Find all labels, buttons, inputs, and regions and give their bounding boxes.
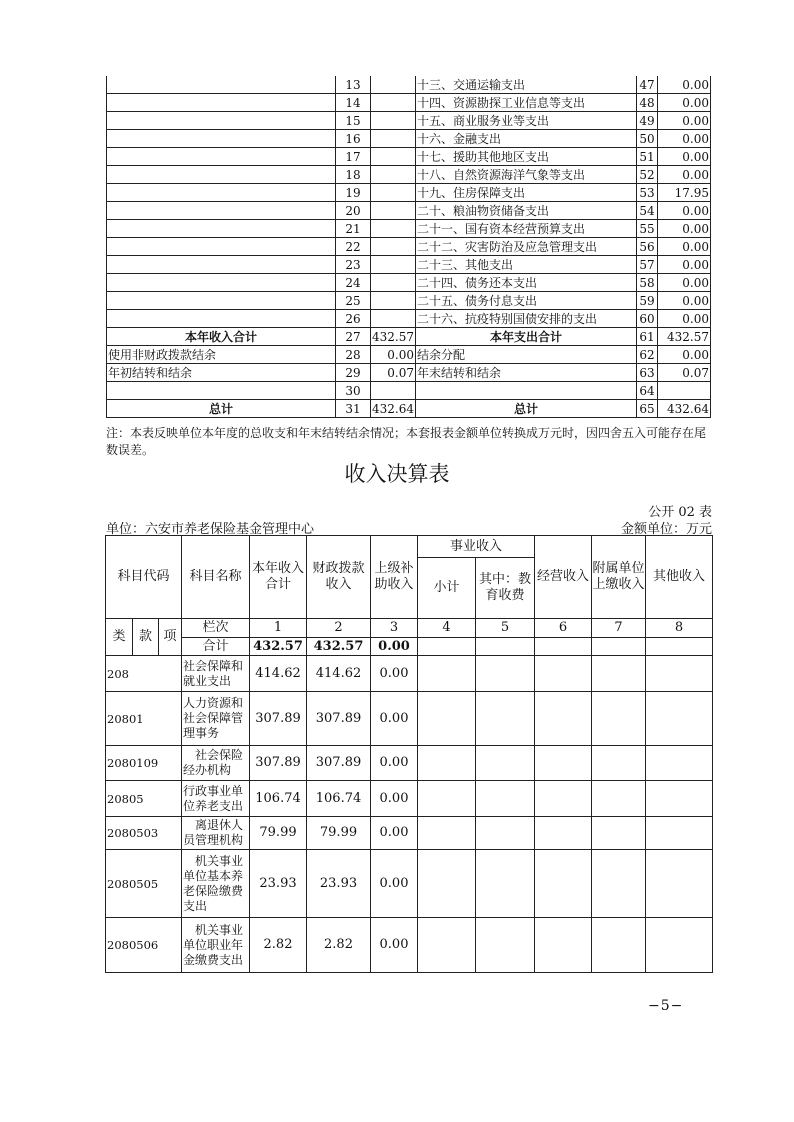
right-item-label: 二十五、债务付息支出 [416,292,637,310]
left-amount [371,382,416,400]
amount-cell [592,918,646,973]
left-line-number: 14 [336,94,371,112]
table-row [106,692,713,746]
right-amount: 0.00 [658,148,711,166]
page-title: 收入决算表 [344,462,450,486]
table-row [107,364,711,382]
header-code: 科目代码 [106,536,182,619]
left-line-number: 29 [336,364,371,382]
right-amount: 432.64 [658,400,711,418]
table-row [107,346,711,364]
left-amount [371,76,416,94]
amount-cell [535,817,592,850]
amount-cell [592,817,646,850]
sum-value [646,638,713,656]
left-amount [371,184,416,202]
amount-cell [646,817,713,850]
amount-cell: 0.00 [371,850,418,918]
table-row [107,238,711,256]
amount-cell [592,746,646,781]
amount-cell: 0.00 [371,817,418,850]
table-row [107,292,711,310]
subject-code: 2080505 [106,850,182,918]
amount-cell [535,692,592,746]
subject-name: 机关事业单位基本养老保险缴费支出 [182,850,250,918]
amount-cell [535,781,592,817]
sum-label: 合计 [182,638,250,656]
left-amount [371,112,416,130]
column-number: 8 [646,619,713,638]
left-amount: 432.57 [372,329,414,344]
left-item-label [107,310,336,328]
amount-cell [592,656,646,692]
amount-cell: 414.62 [250,656,307,692]
table-row [106,746,713,781]
left-item-label [107,166,336,184]
amount-cell: 23.93 [250,850,307,918]
amount-cell [646,656,713,692]
amount-cell [646,692,713,746]
left-line-number: 23 [336,256,371,274]
table-row [106,817,713,850]
amount-cell [535,850,592,918]
right-item-label: 二十六、抗疫特别国债安排的支出 [416,310,637,328]
reporting-unit: 单位：六安市养老保险基金管理中心 [106,522,315,537]
amount-cell: 79.99 [307,817,371,850]
header-other: 其他收入 [646,536,713,619]
amount-cell [418,918,476,973]
left-item-label [107,130,336,148]
right-amount [658,382,711,400]
header-education: 其中：教育收费 [476,558,535,619]
left-line-number: 25 [336,292,371,310]
column-number: 5 [476,619,535,638]
left-amount [371,292,416,310]
table-row [107,274,711,292]
table-row [107,256,711,274]
sum-value: 0.00 [371,638,418,656]
right-item-label: 结余分配 [416,346,637,364]
table-row [107,310,711,328]
amount-cell [476,817,535,850]
right-item-label [416,382,637,400]
table-row [107,148,711,166]
right-line-number: 49 [637,112,658,130]
left-item-label: 本年收入合计 [107,328,336,346]
amount-cell [476,746,535,781]
left-amount [371,130,416,148]
subject-name: 行政事业单位养老支出 [182,781,250,817]
right-line-number: 51 [637,148,658,166]
left-line-number: 28 [336,346,371,364]
left-item-label [107,76,336,94]
amount-cell: 307.89 [250,692,307,746]
left-line-number: 26 [336,310,371,328]
right-line-number: 59 [637,292,658,310]
amount-cell [418,850,476,918]
left-amount [371,202,416,220]
right-line-number: 61 [637,328,658,346]
column-number: 2 [307,619,371,638]
left-line-number: 27 [336,328,371,346]
table-row [107,130,711,148]
right-item-label: 十六、金融支出 [416,130,637,148]
amount-cell: 307.89 [307,692,371,746]
left-amount [371,274,416,292]
left-amount [371,310,416,328]
header-affiliated: 附属单位上缴收入 [592,536,646,619]
right-amount: 0.00 [658,238,711,256]
sum-value [418,638,476,656]
right-item-label: 十七、援助其他地区支出 [416,148,637,166]
amount-cell [418,692,476,746]
table-row [107,76,711,94]
amount-cell: 2.82 [307,918,371,973]
header-kuan: 款 [133,619,159,656]
left-amount: 0.07 [371,364,416,382]
right-item-label: 二十二、灾害防治及应急管理支出 [416,238,637,256]
right-line-number: 60 [637,310,658,328]
sum-value: 432.57 [250,638,307,656]
amount-cell: 106.74 [250,781,307,817]
header-lei: 类 [106,619,133,656]
amount-cell: 106.74 [307,781,371,817]
table-row [107,220,711,238]
subject-code: 2080109 [106,746,182,781]
table-note: 注：本表反映单位本年度的总收支和年末结转结余情况；本套报表金额单位转换成万元时，因四舍五入可能存在尾数误差。 [106,426,707,457]
subject-code: 20801 [106,692,182,746]
amount-cell [535,918,592,973]
left-line-number: 24 [336,274,371,292]
right-item-label: 十九、住房保障支出 [416,184,637,202]
left-amount [371,256,416,274]
left-line-number: 21 [336,220,371,238]
left-line-number: 31 [336,400,371,418]
left-line-number: 20 [336,202,371,220]
amount-cell [418,781,476,817]
amount-cell [646,746,713,781]
left-line-number: 15 [336,112,371,130]
header-fiscal: 财政拨款收入 [307,536,371,619]
right-amount: 0.00 [658,310,711,328]
amount-cell: 414.62 [307,656,371,692]
left-item-label: 总计 [107,400,336,418]
right-amount: 0.00 [658,202,711,220]
column-number: 3 [371,619,418,638]
right-line-number: 53 [637,184,658,202]
right-item-label: 十五、商业服务业等支出 [416,112,637,130]
left-line-number: 22 [336,238,371,256]
left-amount [371,220,416,238]
header-column-no: 栏次 [182,619,250,638]
table-row [107,202,711,220]
amount-cell: 0.00 [371,781,418,817]
left-item-label [107,292,336,310]
left-amount [371,166,416,184]
header-operating: 经营收入 [535,536,592,619]
amount-cell [476,781,535,817]
left-amount [371,94,416,112]
table-row [107,328,711,346]
right-line-number: 64 [637,382,658,400]
right-line-number: 65 [637,400,658,418]
header-subtotal: 小计 [418,558,476,619]
right-line-number: 56 [637,238,658,256]
right-amount: 17.95 [658,184,711,202]
right-item-label: 十四、资源勘探工业信息等支出 [416,94,637,112]
right-amount: 0.00 [658,220,711,238]
amount-cell: 0.00 [371,656,418,692]
header-superior: 上级补助收入 [371,536,418,619]
right-amount: 0.00 [658,166,711,184]
right-line-number: 57 [637,256,658,274]
table-row [106,781,713,817]
right-amount: 0.00 [658,292,711,310]
sum-value [535,638,592,656]
subject-name: 社会保障和就业支出 [182,656,250,692]
left-amount: 0.00 [371,346,416,364]
income-statement-table [105,535,713,973]
amount-cell [592,692,646,746]
left-line-number: 17 [336,148,371,166]
subject-code: 208 [106,656,182,692]
right-line-number: 50 [637,130,658,148]
right-item-label: 二十三、其他支出 [416,256,637,274]
table-row [107,112,711,130]
subject-code: 2080506 [106,918,182,973]
left-line-number: 13 [336,76,371,94]
left-amount [371,148,416,166]
right-line-number: 52 [637,166,658,184]
right-amount: 0.00 [658,94,711,112]
column-number: 7 [592,619,646,638]
table-row [106,918,713,973]
left-item-label [107,256,336,274]
left-item-label [107,148,336,166]
right-line-number: 55 [637,220,658,238]
left-item-label: 年初结转和结余 [107,364,336,382]
table-row [107,94,711,112]
right-line-number: 54 [637,202,658,220]
header-xiang: 项 [159,619,182,656]
right-amount: 432.57 [658,328,711,346]
amount-cell [418,656,476,692]
left-item-label [107,220,336,238]
amount-cell: 0.00 [371,746,418,781]
table-row [106,656,713,692]
sum-value [592,638,646,656]
amount-cell: 0.00 [371,692,418,746]
right-amount: 0.07 [658,364,711,382]
header-total: 本年收入合计 [250,536,307,619]
amount-cell [535,656,592,692]
amount-cell: 2.82 [250,918,307,973]
left-line-number: 30 [336,382,371,400]
table-row [107,166,711,184]
right-item-label: 二十四、债务还本支出 [416,274,637,292]
right-item-label: 年末结转和结余 [416,364,637,382]
amount-cell [476,656,535,692]
right-line-number: 48 [637,94,658,112]
subject-name: 人力资源和社会保障管理事务 [182,692,250,746]
page-number: −5− [648,998,684,1014]
money-unit: 金额单位：万元 [620,522,712,537]
left-item-label [107,382,336,400]
column-number: 6 [535,619,592,638]
column-number: 1 [250,619,307,638]
sum-value [476,638,535,656]
left-amount [371,238,416,256]
right-item-label: 十八、自然资源海洋气象等支出 [416,166,637,184]
amount-cell: 0.00 [371,918,418,973]
amount-cell: 23.93 [307,850,371,918]
left-item-label [107,94,336,112]
amount-cell [535,746,592,781]
right-amount: 0.00 [658,256,711,274]
left-amount: 432.64 [372,401,414,416]
subject-code: 2080503 [106,817,182,850]
right-item-label: 十三、交通运输支出 [416,76,637,94]
right-amount: 0.00 [658,130,711,148]
amount-cell: 307.89 [307,746,371,781]
amount-cell [476,850,535,918]
amount-cell [646,918,713,973]
amount-cell: 79.99 [250,817,307,850]
right-item-label: 本年支出合计 [416,328,637,346]
subject-code: 20805 [106,781,182,817]
right-item-label: 二十一、国有资本经营预算支出 [416,220,637,238]
amount-cell [592,850,646,918]
subject-name: 社会保险经办机构 [182,746,250,781]
right-line-number: 62 [637,346,658,364]
table-row [107,400,711,418]
amount-cell [646,781,713,817]
right-item-label: 二十、粮油物资储备支出 [416,202,637,220]
table-row [107,382,711,400]
amount-cell [476,692,535,746]
table-number: 公开 02 表 [648,505,712,520]
header-name: 科目名称 [182,536,250,619]
left-item-label [107,274,336,292]
right-item-label: 总计 [416,400,637,418]
amount-cell [646,850,713,918]
left-item-label [107,184,336,202]
column-number: 4 [418,619,476,638]
subject-name: 机关事业单位职业年金缴费支出 [182,918,250,973]
amount-cell [592,781,646,817]
sum-value: 432.57 [307,638,371,656]
left-item-label [107,112,336,130]
left-item-label: 使用非财政拨款结余 [107,346,336,364]
right-line-number: 58 [637,274,658,292]
right-line-number: 63 [637,364,658,382]
amount-cell [418,746,476,781]
header-business: 事业收入 [418,536,535,558]
left-line-number: 19 [336,184,371,202]
left-line-number: 18 [336,166,371,184]
right-amount: 0.00 [658,76,711,94]
left-item-label [107,202,336,220]
amount-cell [418,817,476,850]
right-amount: 0.00 [658,274,711,292]
table-row [106,850,713,918]
amount-cell [476,918,535,973]
left-line-number: 16 [336,130,371,148]
left-item-label [107,238,336,256]
amount-cell: 307.89 [250,746,307,781]
subject-name: 离退休人员管理机构 [182,817,250,850]
right-amount: 0.00 [658,112,711,130]
right-line-number: 47 [637,76,658,94]
table-row [107,184,711,202]
income-expense-summary-table [106,76,711,418]
right-amount: 0.00 [658,346,711,364]
